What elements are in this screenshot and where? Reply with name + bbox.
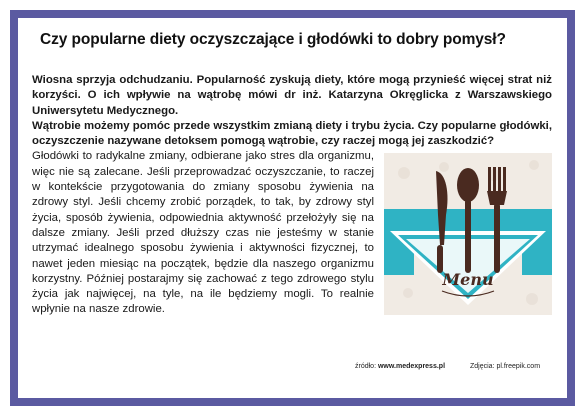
menu-illustration <box>384 153 552 315</box>
source-link[interactable]: www.medexpress.pl <box>377 363 446 370</box>
lead-paragraph: Wiosna sprzyja odchudzaniu. Popularność zyskują diety, które mogą przynieść więcej strat niż korzyści. O ich wpływie na wątrobę mówi dr inż. Katarzyna Okręglicka z Warszawskiego Uniwersytetu Medycznego. <box>32 74 552 117</box>
photo-credit: Zdjęcia: pl.freepik.com <box>470 363 541 370</box>
menu-image <box>384 153 552 315</box>
article-title: Czy popularne diety oczyszczające i głodówki to dobry pomysł? <box>40 31 506 48</box>
article-body <box>32 73 552 321</box>
body-paragraph: Głodówki to radykalne zmiany, odbierane jako stres dla organizmu, więc nie są zalecane. Jeśli przeprowadzać oczyszczanie, to raczej w kontekście przygotowania do zmiany sposobu żywienia na zdrowy styl. Jeśli chcemy zrobić porządek, to tak, by zdrowy styl życia, sposób żywienia, odpowiednia aktywność przełożyły się na dalsze zmiany. Jeśli przed dłuższy czas nie jesteśmy w stanie utrzymać idealnego sposobu żywienia i aktywności fizycznej, to nawet jeden miesiąc na początek, będzie dla naszego organizmu korzystny. Później postarajmy się zachować z tego zdrowego stylu życia jak najwięcej, na tyle, na ile będziemy mogli. To realnie wpłynie na nasze zdrowie. <box>32 150 374 316</box>
source-line <box>355 363 445 370</box>
menu-label: Menu <box>442 270 494 290</box>
spoon-icon <box>457 168 479 202</box>
source-label: źródło: <box>355 363 377 370</box>
lead-question: Wątrobie możemy pomóc przede wszystkim zmianą diety i trybu życia. Czy popularne głodówki, oczyszczenie nazywane detoksem pomogą wątrobie, czy raczej mogą jej zaszkodzić? <box>32 119 552 148</box>
